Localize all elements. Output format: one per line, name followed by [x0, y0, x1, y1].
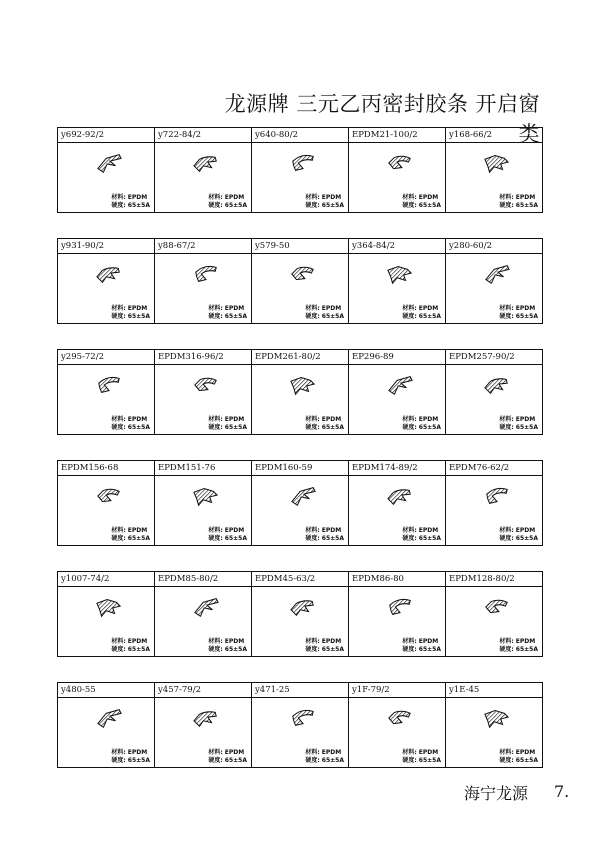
- profile-code: y280-60/2: [446, 239, 542, 254]
- profile-code: EPDM85-80/2: [155, 572, 251, 587]
- profile-code: y722-84/2: [155, 128, 251, 143]
- seal-profile-drawing: [288, 372, 318, 398]
- profile-code: y295-72/2: [58, 350, 154, 365]
- material-spec: 材料: EPDM: [111, 749, 148, 756]
- profile-cell: [348, 461, 445, 545]
- profile-cell: [348, 350, 445, 434]
- seal-profile-drawing: [288, 594, 318, 620]
- profile-cell: [58, 572, 154, 656]
- spec-block: [111, 194, 150, 209]
- hardness-spec: 硬度: 65±5A: [402, 534, 441, 542]
- hardness-spec: 硬度: 65±5A: [305, 312, 344, 320]
- spec-block: [499, 305, 538, 320]
- profile-code: y88-67/2: [155, 239, 251, 254]
- profile-cell: [348, 572, 445, 656]
- material-spec: 材料: EPDM: [499, 305, 536, 312]
- profile-code: y364-84/2: [349, 239, 445, 254]
- spec-block: [499, 527, 538, 542]
- material-spec: 材料: EPDM: [208, 749, 245, 756]
- material-spec: 材料: EPDM: [208, 527, 245, 534]
- hardness-spec: 硬度: 65±5A: [208, 423, 247, 431]
- profile-cell: [154, 128, 251, 212]
- profile-cell: [154, 239, 251, 323]
- seal-profile-drawing: [482, 150, 512, 176]
- hardness-spec: 硬度: 65±5A: [499, 645, 538, 653]
- profile-code: y1E-45: [446, 683, 542, 698]
- seal-profile-drawing: [288, 261, 318, 287]
- profile-table: [57, 460, 543, 546]
- spec-block: [111, 749, 150, 764]
- material-spec: 材料: EPDM: [305, 194, 342, 201]
- seal-profile-drawing: [94, 150, 124, 176]
- profile-cell: [251, 572, 348, 656]
- profile-table: [57, 127, 543, 213]
- hardness-spec: 硬度: 65±5A: [499, 312, 538, 320]
- material-spec: 材料: EPDM: [305, 416, 342, 423]
- material-spec: 材料: EPDM: [402, 638, 439, 645]
- profile-cell: [154, 350, 251, 434]
- profile-code: y931-90/2: [58, 239, 154, 254]
- profile-code: EPDM160-59: [252, 461, 348, 476]
- spec-block: [208, 416, 247, 431]
- seal-profile-drawing: [94, 705, 124, 731]
- material-spec: 材料: EPDM: [499, 638, 536, 645]
- profile-code: EPDM156-68: [58, 461, 154, 476]
- material-spec: 材料: EPDM: [499, 527, 536, 534]
- spec-block: [499, 749, 538, 764]
- spec-block: [305, 305, 344, 320]
- profile-code: y457-79/2: [155, 683, 251, 698]
- profile-code: EPDM151-76: [155, 461, 251, 476]
- profile-cell: [251, 461, 348, 545]
- profile-cell: [154, 572, 251, 656]
- profile-cell: [445, 572, 542, 656]
- hardness-spec: 硬度: 65±5A: [499, 534, 538, 542]
- hardness-spec: 硬度: 65±5A: [499, 423, 538, 431]
- profile-table: [57, 349, 543, 435]
- spec-block: [499, 638, 538, 653]
- seal-profile-drawing: [385, 372, 415, 398]
- material-spec: 材料: EPDM: [305, 527, 342, 534]
- seal-profile-drawing: [385, 150, 415, 176]
- profile-code: y1007-74/2: [58, 572, 154, 587]
- spec-block: [208, 527, 247, 542]
- spec-block: [305, 638, 344, 653]
- footer-brand: 海宁龙源: [464, 784, 529, 803]
- seal-profile-drawing: [288, 705, 318, 731]
- seal-profile-drawing: [288, 150, 318, 176]
- spec-block: [402, 194, 441, 209]
- spec-block: [111, 305, 150, 320]
- hardness-spec: 硬度: 65±5A: [111, 201, 150, 209]
- profile-table: [57, 571, 543, 657]
- material-spec: 材料: EPDM: [402, 416, 439, 423]
- hardness-spec: 硬度: 65±5A: [208, 645, 247, 653]
- seal-profile-drawing: [482, 372, 512, 398]
- material-spec: 材料: EPDM: [111, 527, 148, 534]
- seal-profile-drawing: [482, 705, 512, 731]
- profile-cell: [445, 350, 542, 434]
- material-spec: 材料: EPDM: [305, 749, 342, 756]
- material-spec: 材料: EPDM: [402, 749, 439, 756]
- hardness-spec: 硬度: 65±5A: [208, 312, 247, 320]
- seal-profile-drawing: [385, 483, 415, 509]
- material-spec: 材料: EPDM: [402, 527, 439, 534]
- profile-table: [57, 682, 543, 768]
- spec-block: [305, 416, 344, 431]
- seal-profile-drawing: [385, 594, 415, 620]
- profile-code: y692-92/2: [58, 128, 154, 143]
- profile-code: EPDM257-90/2: [446, 350, 542, 365]
- seal-profile-drawing: [482, 483, 512, 509]
- seal-profile-drawing: [191, 594, 221, 620]
- profile-cell: [58, 128, 154, 212]
- spec-block: [402, 749, 441, 764]
- material-spec: 材料: EPDM: [111, 194, 148, 201]
- profile-cell: [445, 128, 542, 212]
- spec-block: [208, 305, 247, 320]
- profile-code: y1F-79/2: [349, 683, 445, 698]
- material-spec: 材料: EPDM: [402, 194, 439, 201]
- seal-profile-drawing: [94, 483, 124, 509]
- hardness-spec: 硬度: 65±5A: [402, 312, 441, 320]
- material-spec: 材料: EPDM: [499, 416, 536, 423]
- hardness-spec: 硬度: 65±5A: [208, 201, 247, 209]
- profile-code: EPDM21-100/2: [349, 128, 445, 143]
- material-spec: 材料: EPDM: [111, 305, 148, 312]
- profile-cell: [58, 461, 154, 545]
- profile-cell: [445, 461, 542, 545]
- profile-code: y168-66/2: [446, 128, 542, 143]
- hardness-spec: 硬度: 65±5A: [305, 423, 344, 431]
- material-spec: 材料: EPDM: [402, 305, 439, 312]
- hardness-spec: 硬度: 65±5A: [402, 645, 441, 653]
- spec-block: [111, 638, 150, 653]
- seal-profile-drawing: [385, 261, 415, 287]
- seal-profile-drawing: [94, 594, 124, 620]
- profile-code: EPDM86-80: [349, 572, 445, 587]
- material-spec: 材料: EPDM: [111, 638, 148, 645]
- spec-block: [402, 305, 441, 320]
- seal-profile-drawing: [482, 261, 512, 287]
- spec-block: [208, 194, 247, 209]
- profile-cell: [154, 461, 251, 545]
- material-spec: 材料: EPDM: [208, 305, 245, 312]
- profile-cell: [445, 683, 542, 767]
- profile-code: y640-80/2: [252, 128, 348, 143]
- seal-profile-drawing: [191, 261, 221, 287]
- spec-block: [305, 749, 344, 764]
- profile-code: y480-55: [58, 683, 154, 698]
- spec-block: [111, 527, 150, 542]
- hardness-spec: 硬度: 65±5A: [499, 201, 538, 209]
- profile-cell: [58, 350, 154, 434]
- hardness-spec: 硬度: 65±5A: [402, 201, 441, 209]
- hardness-spec: 硬度: 65±5A: [208, 756, 247, 764]
- hardness-spec: 硬度: 65±5A: [305, 201, 344, 209]
- material-spec: 材料: EPDM: [208, 416, 245, 423]
- seal-profile-drawing: [191, 705, 221, 731]
- seal-profile-drawing: [191, 483, 221, 509]
- material-spec: 材料: EPDM: [111, 416, 148, 423]
- hardness-spec: 硬度: 65±5A: [402, 756, 441, 764]
- hardness-spec: 硬度: 65±5A: [111, 756, 150, 764]
- hardness-spec: 硬度: 65±5A: [499, 756, 538, 764]
- profile-code: EPDM128-80/2: [446, 572, 542, 587]
- hardness-spec: 硬度: 65±5A: [305, 645, 344, 653]
- seal-profile-drawing: [385, 705, 415, 731]
- profile-cell: [154, 683, 251, 767]
- profile-cell: [251, 128, 348, 212]
- profile-code: y579-50: [252, 239, 348, 254]
- spec-block: [305, 527, 344, 542]
- material-spec: 材料: EPDM: [305, 638, 342, 645]
- seal-profile-drawing: [482, 594, 512, 620]
- profile-code: EPDM76-62/2: [446, 461, 542, 476]
- profile-code: EPDM261-80/2: [252, 350, 348, 365]
- spec-block: [402, 638, 441, 653]
- material-spec: 材料: EPDM: [305, 305, 342, 312]
- spec-block: [111, 416, 150, 431]
- spec-block: [208, 749, 247, 764]
- profile-cell: [58, 239, 154, 323]
- material-spec: 材料: EPDM: [208, 638, 245, 645]
- spec-block: [499, 194, 538, 209]
- hardness-spec: 硬度: 65±5A: [208, 534, 247, 542]
- hardness-spec: 硬度: 65±5A: [305, 534, 344, 542]
- profile-cell: [348, 239, 445, 323]
- spec-block: [402, 416, 441, 431]
- profile-code: EP296-89: [349, 350, 445, 365]
- hardness-spec: 硬度: 65±5A: [111, 645, 150, 653]
- profile-cell: [251, 239, 348, 323]
- hardness-spec: 硬度: 65±5A: [111, 534, 150, 542]
- profile-code: EPDM316-96/2: [155, 350, 251, 365]
- profile-code: EPDM174-89/2: [349, 461, 445, 476]
- profile-cell: [58, 683, 154, 767]
- profile-cell: [251, 350, 348, 434]
- seal-profile-drawing: [191, 372, 221, 398]
- material-spec: 材料: EPDM: [499, 749, 536, 756]
- seal-profile-drawing: [191, 150, 221, 176]
- hardness-spec: 硬度: 65±5A: [111, 423, 150, 431]
- profile-table: [57, 238, 543, 324]
- seal-profile-drawing: [94, 261, 124, 287]
- profile-code: EPDM45-63/2: [252, 572, 348, 587]
- spec-block: [499, 416, 538, 431]
- profile-cell: [445, 239, 542, 323]
- page-title: 龙源牌 三元乙丙密封胶条 开启窗类: [224, 92, 540, 146]
- profile-cell: [348, 683, 445, 767]
- seal-profile-drawing: [288, 483, 318, 509]
- hardness-spec: 硬度: 65±5A: [402, 423, 441, 431]
- page-number: 7.: [554, 782, 570, 801]
- profile-cell: [251, 683, 348, 767]
- profile-cell: [348, 128, 445, 212]
- material-spec: 材料: EPDM: [208, 194, 245, 201]
- material-spec: 材料: EPDM: [499, 194, 536, 201]
- spec-block: [305, 194, 344, 209]
- profile-code: y471-25: [252, 683, 348, 698]
- hardness-spec: 硬度: 65±5A: [111, 312, 150, 320]
- seal-profile-drawing: [94, 372, 124, 398]
- spec-block: [402, 527, 441, 542]
- spec-block: [208, 638, 247, 653]
- hardness-spec: 硬度: 65±5A: [305, 756, 344, 764]
